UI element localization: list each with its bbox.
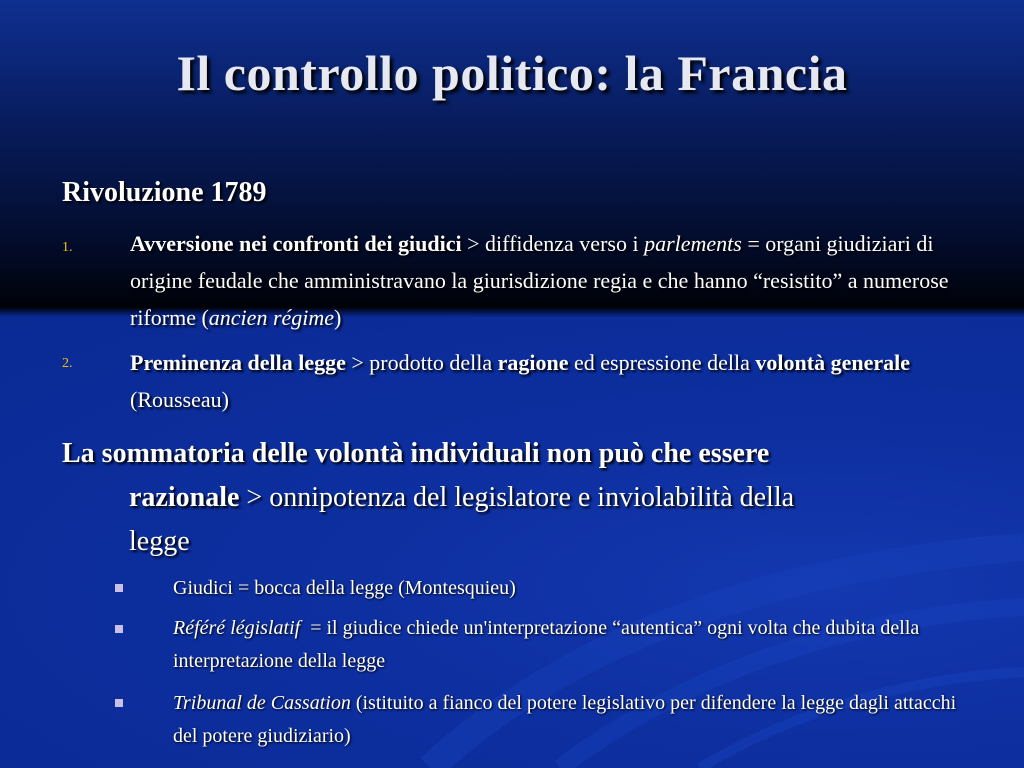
item-text: > prodotto della (345, 350, 498, 375)
item-bold: volontà generale (755, 350, 911, 375)
item-bold: Avversione nei confronti dei giudici (130, 231, 462, 256)
item-text: ed espressione della (568, 350, 756, 375)
item-bold: Preminenza della legge (130, 350, 346, 375)
bullet-item: Giudici = bocca della legge (Montesquieu) (173, 577, 516, 599)
statement-continuation (62, 476, 962, 520)
bullet-text: = il giudice chiede un'interpretazione “autentica” ogni volta che dubita della interpretazione della legge (173, 617, 925, 672)
item-italic: parlements (644, 231, 742, 256)
statement-bold: La sommatoria delle volontà individuali non può che essere (62, 438, 770, 469)
main-statement (62, 432, 962, 564)
bullet-square-icon (115, 584, 123, 592)
bullet-text: (istituito a fianco del potere legislativo per difendere la legge dagli attacchi del potere giudiziario) (173, 692, 957, 747)
list-item (130, 344, 980, 418)
list-number: 2. (62, 356, 73, 371)
item-italic: ancien régime (208, 305, 335, 330)
item-text: = organi giudiziari di origine feudale che amministravano la giurisdizione regia e che hanno “resistito” a numerose riforme ( (130, 231, 949, 330)
list-item (130, 225, 980, 336)
statement-text: legge (129, 526, 190, 557)
bullet-square-icon (115, 625, 123, 633)
statement-text: > onnipotenza del legislatore e inviolabilità della (239, 482, 795, 513)
bullet-item (173, 612, 973, 678)
statement-bold: razionale (129, 482, 240, 513)
bullet-italic: Tribunal de Cassation (173, 692, 351, 714)
section-heading: Rivoluzione 1789 (62, 177, 267, 208)
list-number: 1. (62, 240, 73, 255)
bullet-square-icon (115, 699, 123, 707)
item-text: > diffidenza verso i (461, 231, 645, 256)
bullet-italic: Référé législatif (173, 617, 301, 639)
item-text: (Rousseau) (130, 387, 229, 412)
slide-title: Il controllo politico: la Francia (176, 45, 848, 101)
item-bold: ragione (497, 350, 569, 375)
item-text: ) (334, 305, 342, 330)
bullet-item (173, 687, 973, 753)
